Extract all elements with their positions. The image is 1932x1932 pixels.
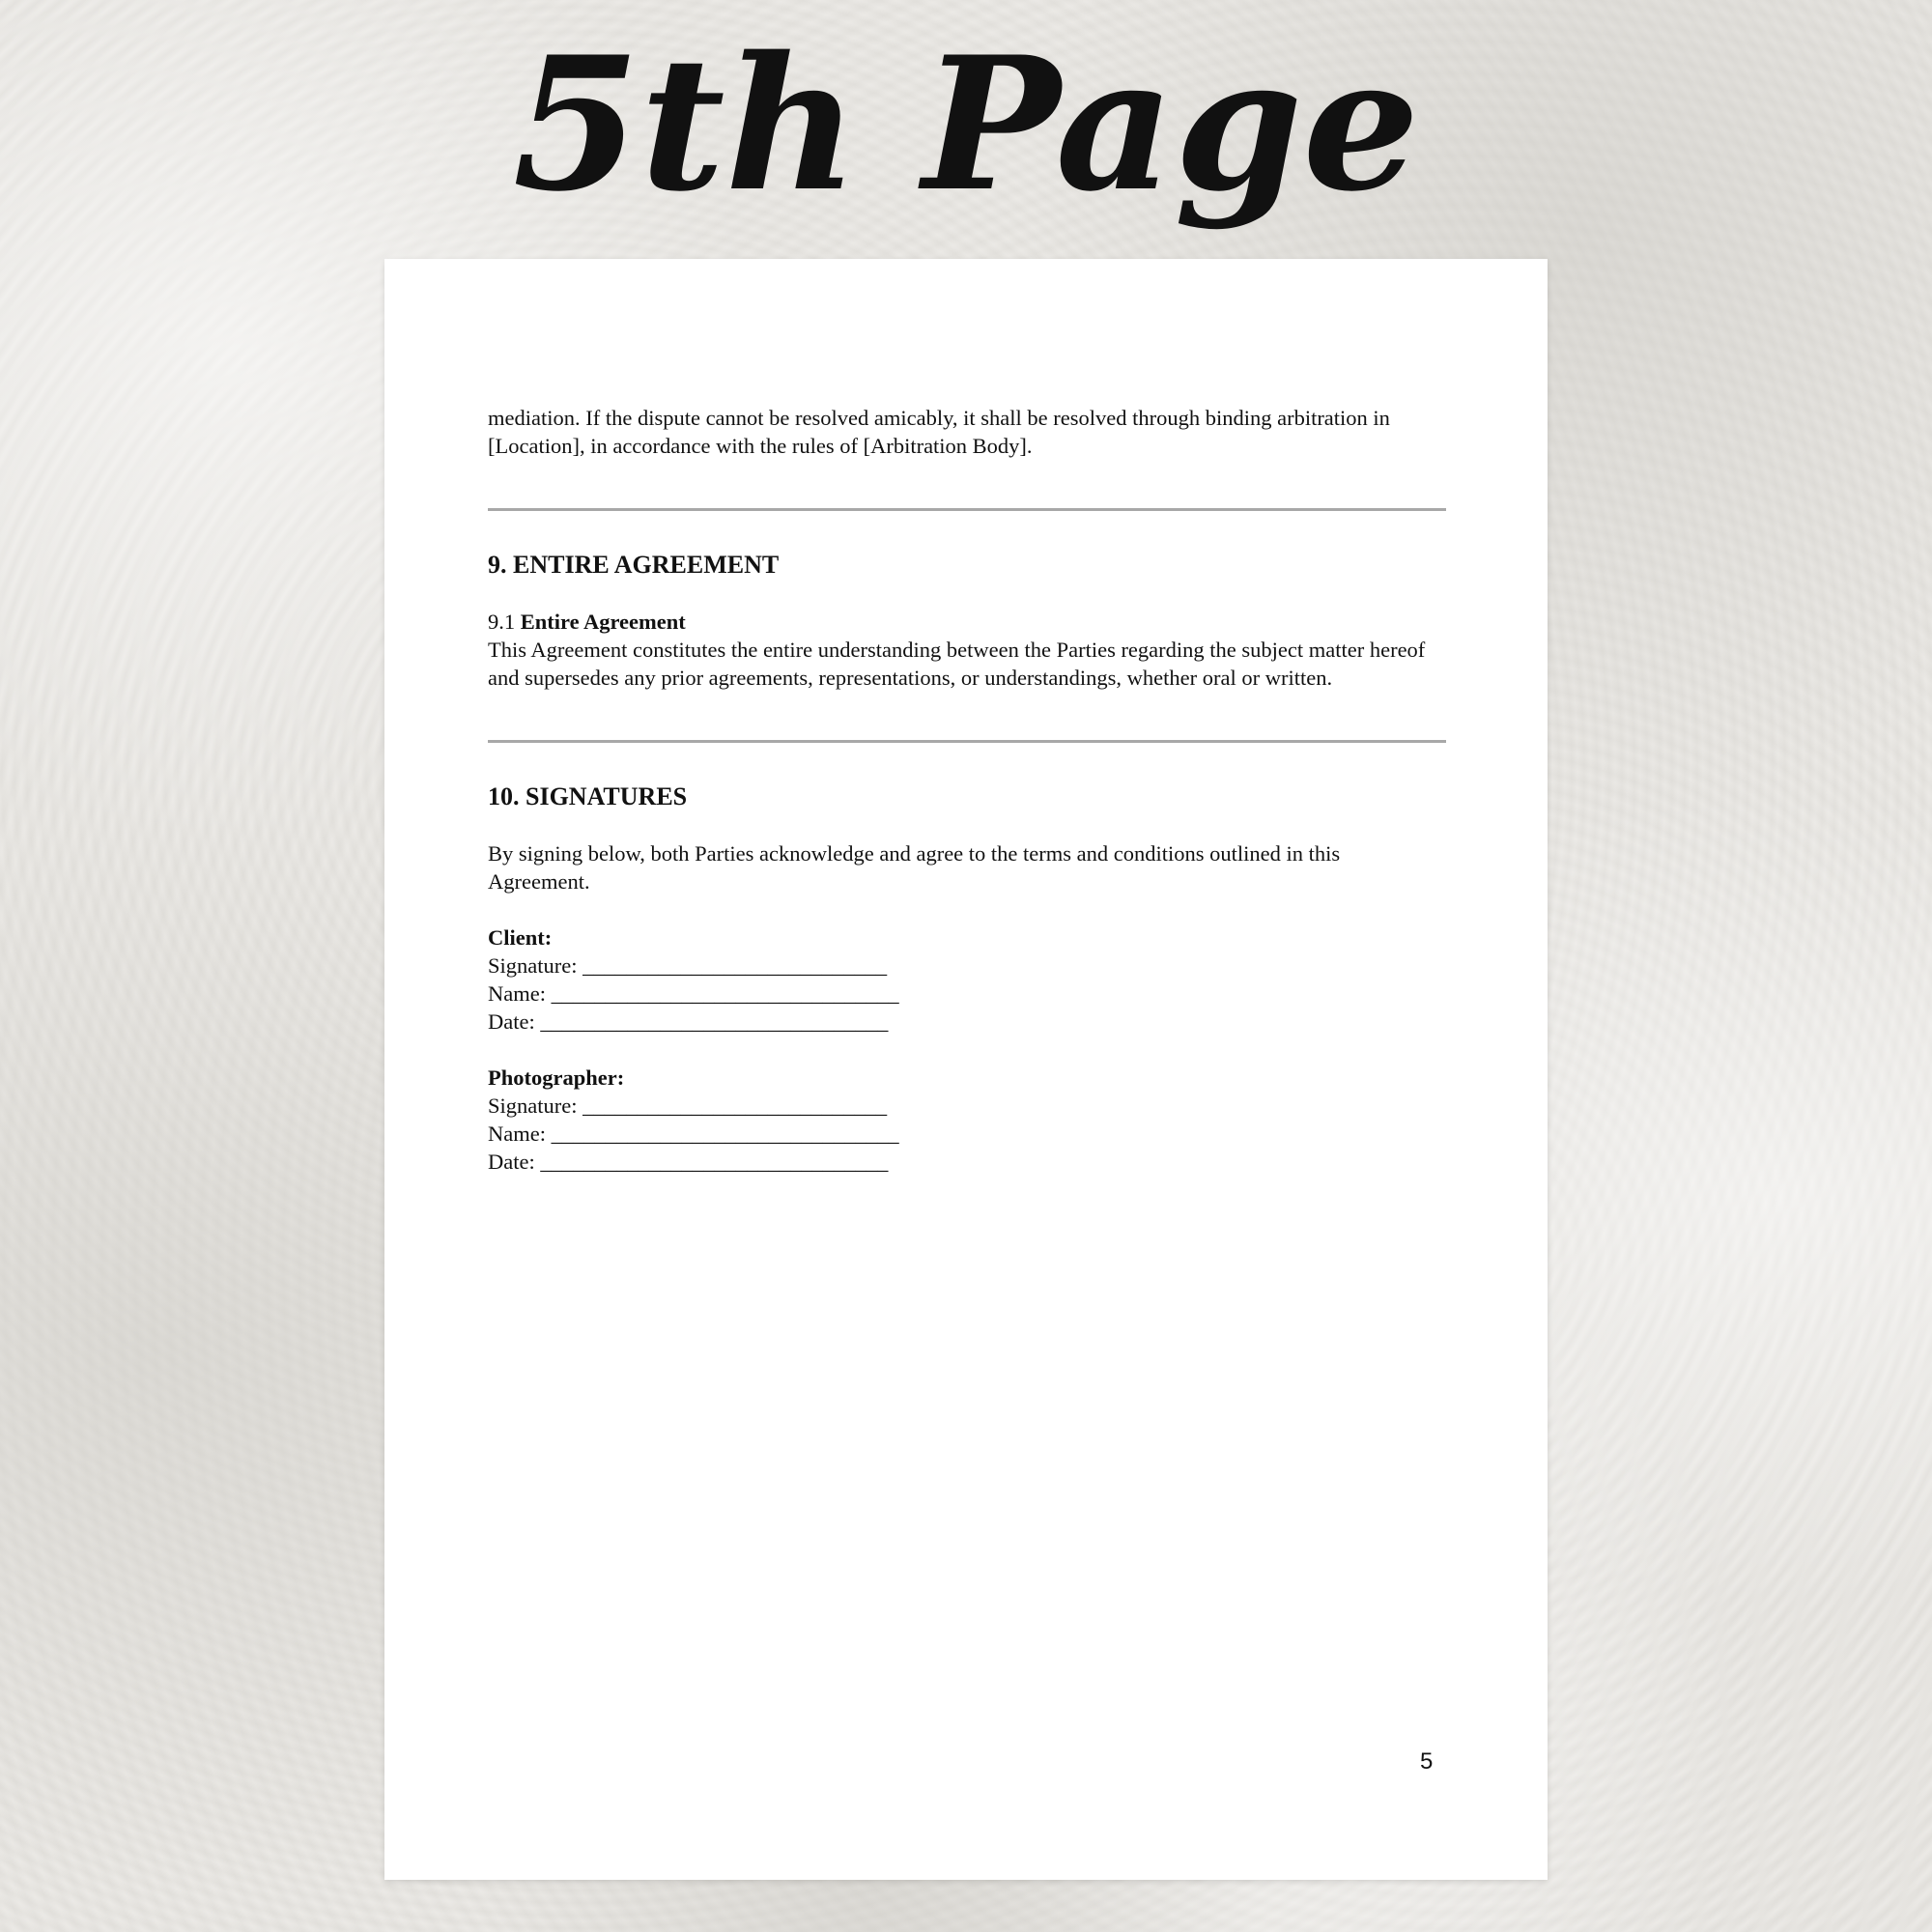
photographer-label: Photographer:: [488, 1065, 625, 1090]
client-date-line: Date: ________________________________: [488, 1009, 889, 1034]
document-content: [488, 404, 1446, 1176]
page-banner: [0, 10, 1932, 261]
client-name-line: Name: ________________________________: [488, 981, 899, 1006]
section-9-heading: 9. ENTIRE AGREEMENT: [488, 551, 780, 579]
clause-9-1-title: [488, 608, 1446, 636]
banner-title: 5th Page: [512, 16, 1420, 232]
photographer-date-line: Date: ________________________________: [488, 1150, 889, 1174]
clause-number: 9.1: [488, 610, 516, 634]
clause-9-1-text: This Agreement constitutes the entire understanding between the Parties regarding the subject matter hereof and supersedes any prior agreements, representations, or understandings, whether oral or written.: [488, 638, 1426, 690]
photographer-signature-line: Signature: ____________________________: [488, 1094, 888, 1118]
client-signature-line: Signature: ____________________________: [488, 953, 888, 978]
page-number: 5: [1420, 1748, 1434, 1775]
client-signature-block: [488, 923, 1446, 1036]
document-page: [384, 259, 1548, 1880]
photographer-name-line: Name: ________________________________: [488, 1122, 899, 1146]
client-label: Client:: [488, 925, 553, 950]
clause-title: Entire Agreement: [520, 610, 686, 634]
photographer-signature-block: [488, 1064, 1446, 1176]
section-10-heading: 10. SIGNATURES: [488, 782, 688, 810]
continuation-paragraph: mediation. If the dispute cannot be resolved amicably, it shall be resolved through binding arbitration in [Location], in accordance with the rules of [Arbitration Body].: [488, 406, 1390, 458]
banner-svg: [0, 10, 1932, 261]
signatures-intro: By signing below, both Parties acknowledge and agree to the terms and conditions outlined in this Agreement.: [488, 841, 1341, 894]
